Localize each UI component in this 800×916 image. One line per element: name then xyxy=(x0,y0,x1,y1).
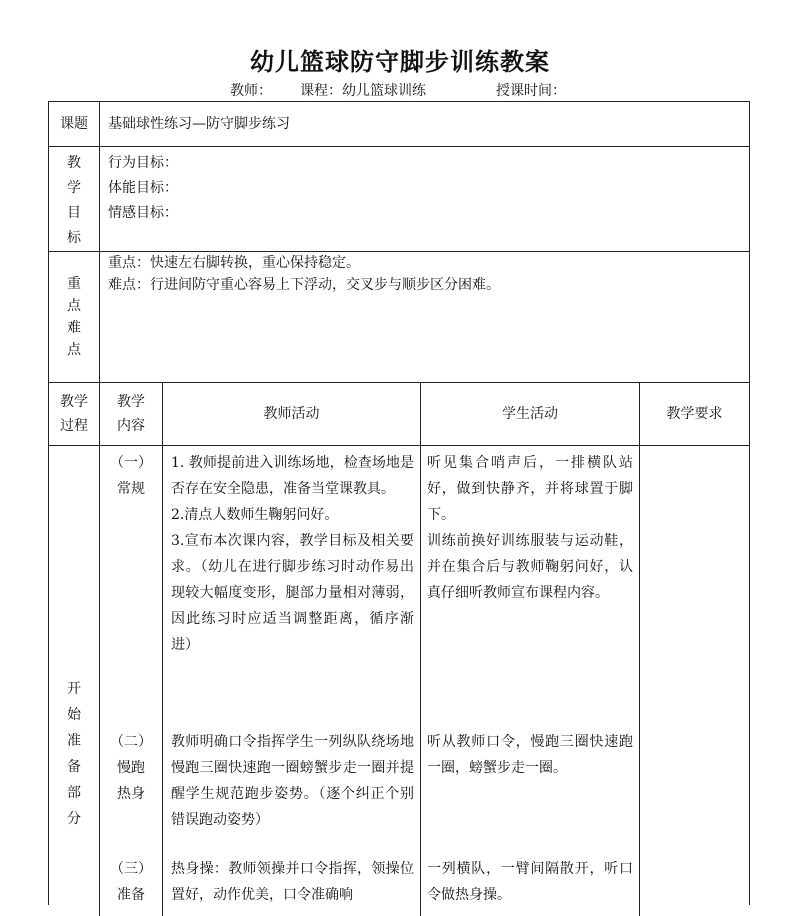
keypoints-label-char: 重 xyxy=(67,276,81,292)
keypoints-content xyxy=(100,252,749,382)
keypoint-item: 难点：行进间防守重心容易上下浮动，交叉步与顺步区分困难。 xyxy=(108,277,500,293)
document-title: 幼儿篮球防守脚步训练教案 xyxy=(250,48,550,76)
keypoints-label-char: 难 xyxy=(67,320,81,336)
meta-time: 授课时间： xyxy=(496,83,566,99)
keypoints-label-char: 点 xyxy=(67,342,81,358)
section-label-char: 始 xyxy=(67,707,81,723)
header-teacher-activity: 教师活动 xyxy=(163,383,421,445)
goal-item: 体能目标： xyxy=(108,180,178,196)
opening-section-row xyxy=(49,446,749,916)
section-label-char: 部 xyxy=(67,785,81,801)
content-item: （二） 慢跑 热身 xyxy=(110,734,152,802)
goals-label-char: 标 xyxy=(67,230,81,246)
student-activity-block: 听从教师口令，慢跑三圈快速跑一圈，螃蟹步走一圈。 xyxy=(427,734,633,776)
teacher-activity-column xyxy=(163,446,421,916)
goals-content xyxy=(100,147,749,251)
header-student-activity: 学生活动 xyxy=(421,383,640,445)
student-activity-block: 听见集合哨声后，一排横队站好，做到快静齐，并将球置于脚下。 训练前换好训练服装与运动鞋，并在集合后与教师鞠躬问好，认真仔细听教师宣布课程内容。 xyxy=(427,455,633,601)
goals-label-char: 目 xyxy=(67,205,81,221)
content-item: （三） 准备 xyxy=(110,861,152,903)
goals-label-char: 教 xyxy=(67,155,81,171)
content-item: （一） 常规 xyxy=(110,455,152,497)
topic-row xyxy=(49,102,749,147)
goals-label-char: 学 xyxy=(67,180,81,196)
header-content: 教学内容 xyxy=(100,383,163,445)
teacher-activity-block: 1. 教师提前进入训练场地，检查场地是否存在安全隐患，准备当堂课教具。 2.清点人数师生鞠躬问好。 3.宣布本次课内容，教学目标及相关要求。（幼儿在进行脚步练习时动作易出现较大幅度变形，腿部力量相对薄弱，因此练习时应适当调整距离，循序渐进） xyxy=(171,455,414,653)
process-header-row xyxy=(49,383,749,446)
topic-label: 课题 xyxy=(49,102,100,146)
content-column xyxy=(100,446,163,916)
section-label-char: 备 xyxy=(67,759,81,775)
meta-course: 课程：幼儿篮球训练 xyxy=(300,83,426,99)
lesson-plan-table xyxy=(48,101,750,905)
goal-item: 情感目标： xyxy=(108,205,178,221)
keypoint-item: 重点：快速左右脚转换，重心保持稳定。 xyxy=(108,255,360,271)
student-activity-column xyxy=(421,446,640,916)
keypoints-row xyxy=(49,252,749,383)
teacher-activity-block: 教师明确口令指挥学生一列纵队绕场地慢跑三圈快速跑一圈螃蟹步走一圈并提醒学生规范跑步姿势。（逐个纠正个别错误跑动姿势） xyxy=(171,734,414,828)
meta-line xyxy=(230,80,566,100)
goals-label xyxy=(49,147,100,251)
section-label-char: 分 xyxy=(67,811,81,827)
goal-item: 行为目标： xyxy=(108,155,178,171)
section-label xyxy=(49,446,100,916)
keypoints-label xyxy=(49,252,100,382)
section-label-char: 开 xyxy=(67,681,81,697)
header-process: 教学过程 xyxy=(49,383,100,445)
goals-row xyxy=(49,147,749,252)
student-activity-block: 一列横队，一臂间隔散开，听口令做热身操。 xyxy=(427,861,633,903)
teacher-activity-block: 热身操：教师领操并口令指挥，领操位置好，动作优美，口令准确响 xyxy=(171,861,414,903)
topic-value: 基础球性练习—防守脚步练习 xyxy=(108,116,290,132)
keypoints-label-char: 点 xyxy=(67,298,81,314)
section-label-char: 准 xyxy=(67,733,81,749)
header-requirements: 教学要求 xyxy=(666,406,723,422)
meta-teacher: 教师： xyxy=(230,83,272,99)
requirements-column xyxy=(640,446,749,916)
